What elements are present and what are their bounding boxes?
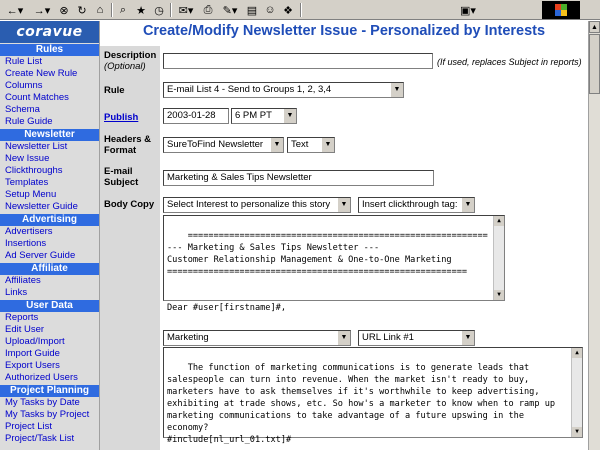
home-icon[interactable]: ⌂ — [96, 4, 104, 16]
sidebar-section-header: User Data — [0, 300, 99, 312]
sidebar-item[interactable]: Edit User — [5, 324, 45, 335]
sidebar-item[interactable]: Rule List — [5, 56, 42, 67]
publish-link[interactable]: Publish — [104, 112, 139, 123]
sidebar-item[interactable]: Project List — [5, 421, 52, 432]
scroll-up-icon[interactable]: ▲ — [589, 21, 600, 33]
sidebar-item[interactable]: My Tasks by Project — [5, 409, 90, 420]
sidebar-item[interactable]: Schema — [5, 104, 40, 115]
sidebar-item[interactable]: Rule Guide — [5, 116, 53, 127]
sidebar-item[interactable]: Clickthroughs — [5, 165, 63, 176]
print-icon[interactable]: ⎙ — [203, 3, 213, 16]
sidebar-item[interactable]: Count Matches — [5, 92, 69, 103]
sidebar-item[interactable]: Create New Rule — [5, 68, 78, 79]
sidebar-item[interactable]: Upload/Import — [5, 336, 65, 347]
template-select[interactable]: SureToFind Newsletter ▼ — [163, 137, 284, 153]
sidebar-item[interactable]: Templates — [5, 177, 49, 188]
chevron-down-icon: ▼ — [337, 331, 350, 345]
search-icon[interactable]: ⌕ — [119, 3, 127, 16]
page-menu-icon[interactable]: ▣▾ — [460, 4, 476, 17]
history-icon[interactable]: ◷ — [154, 4, 164, 17]
sidebar-item[interactable]: Setup Menu — [5, 189, 57, 200]
scroll-thumb[interactable] — [589, 34, 600, 94]
headers-format-label: Headers & Format — [104, 134, 151, 156]
main-content — [100, 21, 588, 450]
sidebar-section-header: Project Planning — [0, 385, 99, 397]
sidebar-section-header: Advertising — [0, 214, 99, 226]
coravue-logo[interactable]: coravue — [0, 21, 99, 43]
sidebar-item[interactable]: Affiliates — [5, 275, 41, 286]
interest-select[interactable]: Select Interest to personalize this story ▼ — [163, 197, 351, 213]
description-input[interactable] — [163, 53, 433, 69]
chevron-down-icon: ▼ — [461, 198, 474, 212]
sidebar-section-header: Affiliate — [0, 263, 99, 275]
story-interest-select[interactable]: Marketing ▼ — [163, 330, 351, 346]
favorites-icon[interactable]: ★ — [136, 4, 146, 17]
messenger-icon[interactable]: ☺ — [264, 4, 276, 16]
sidebar-section-header: Newsletter — [0, 129, 99, 141]
chevron-down-icon: ▼ — [461, 331, 474, 345]
page-scrollbar[interactable] — [588, 21, 600, 450]
sidebar-item[interactable]: Newsletter Guide — [5, 201, 78, 212]
chevron-down-icon: ▼ — [390, 83, 403, 97]
sidebar-item[interactable]: New Issue — [5, 153, 50, 164]
sidebar-item[interactable]: Links — [5, 287, 28, 298]
sidebar-item[interactable]: Import Guide — [5, 348, 60, 359]
clickthrough-select[interactable]: Insert clickthrough tag: ▼ — [358, 197, 475, 213]
research-icon[interactable]: ❖ — [283, 4, 293, 17]
sidebar-item[interactable]: Project/Task List — [5, 433, 75, 444]
sidebar-item[interactable]: Advertisers — [5, 226, 53, 237]
chevron-down-icon: ▼ — [283, 109, 296, 123]
publish-date-input[interactable]: 2003-01-28 — [163, 108, 229, 124]
sidebar-nav — [0, 21, 100, 450]
subject-input[interactable]: Marketing & Sales Tips Newsletter — [163, 170, 434, 186]
format-select[interactable]: Text ▼ — [287, 137, 335, 153]
stop-icon[interactable]: ⊗ — [59, 4, 69, 17]
sidebar-item[interactable]: Export Users — [5, 360, 60, 371]
rule-label: Rule — [104, 85, 125, 96]
mail-icon[interactable]: ✉▾ — [178, 4, 194, 17]
windows-logo-icon — [542, 1, 580, 19]
edit-icon[interactable]: ✎▾ — [222, 4, 238, 17]
sidebar-item[interactable]: Insertions — [5, 238, 47, 249]
chevron-down-icon: ▼ — [270, 138, 283, 152]
sidebar-item[interactable]: Reports — [5, 312, 39, 323]
story-textarea[interactable]: The function of marketing communications is to generate leads that salespeople can turn into revenue. When the market isn't ready to buy, marketers have to ask themselves if it's worthwhile to keep advertising, exhibiting at trade shows, etc. So how's a marketer to know when to ramp up marketing communications to take advantage of a future upswing in the economy? #include[nl_url_01.txt]# ▲ ▼ — [163, 347, 583, 438]
description-hint: (If used, replaces Subject in reports) — [437, 57, 582, 67]
page-title: Create/Modify Newsletter Issue - Personalized by Interests — [142, 23, 546, 39]
sidebar-item[interactable]: Ad Server Guide — [5, 250, 76, 261]
refresh-icon[interactable]: ↻ — [77, 4, 87, 17]
label-column — [100, 46, 160, 450]
browser-toolbar — [0, 0, 600, 20]
discuss-icon[interactable]: ▤ — [246, 4, 258, 17]
body-header-textarea[interactable]: ========================================================== --- Marketing & Sales Tips Newsletter --- Customer Relationship Management & One-to-One Marketing ========================================================== Dear #user[firstname]#, ▲ ▼ — [163, 215, 505, 301]
sidebar-section-header: Rules — [0, 44, 99, 56]
sidebar-item[interactable]: Columns — [5, 80, 43, 91]
back-icon[interactable]: ←▾ — [6, 4, 24, 17]
description-label: Description (Optional) — [104, 50, 157, 72]
story-link-select[interactable]: URL Link #1 ▼ — [358, 330, 475, 346]
chevron-down-icon: ▼ — [321, 138, 334, 152]
textarea-scrollbar[interactable]: ▲ ▼ — [493, 216, 504, 300]
rule-select[interactable]: E-mail List 4 - Send to Groups 1, 2, 3,4 ▼ — [163, 82, 404, 98]
subject-label: E-mail Subject — [104, 166, 139, 188]
chevron-down-icon: ▼ — [337, 198, 350, 212]
body-copy-label: Body Copy — [104, 199, 155, 210]
sidebar-item[interactable]: My Tasks by Date — [5, 397, 80, 408]
sidebar-item[interactable]: Newsletter List — [5, 141, 68, 152]
textarea-scrollbar[interactable]: ▲ ▼ — [571, 348, 582, 437]
sidebar-item[interactable]: Authorized Users — [5, 372, 78, 383]
forward-icon[interactable]: →▾ — [33, 4, 51, 17]
publish-time-select[interactable]: 6 PM PT ▼ — [231, 108, 297, 124]
